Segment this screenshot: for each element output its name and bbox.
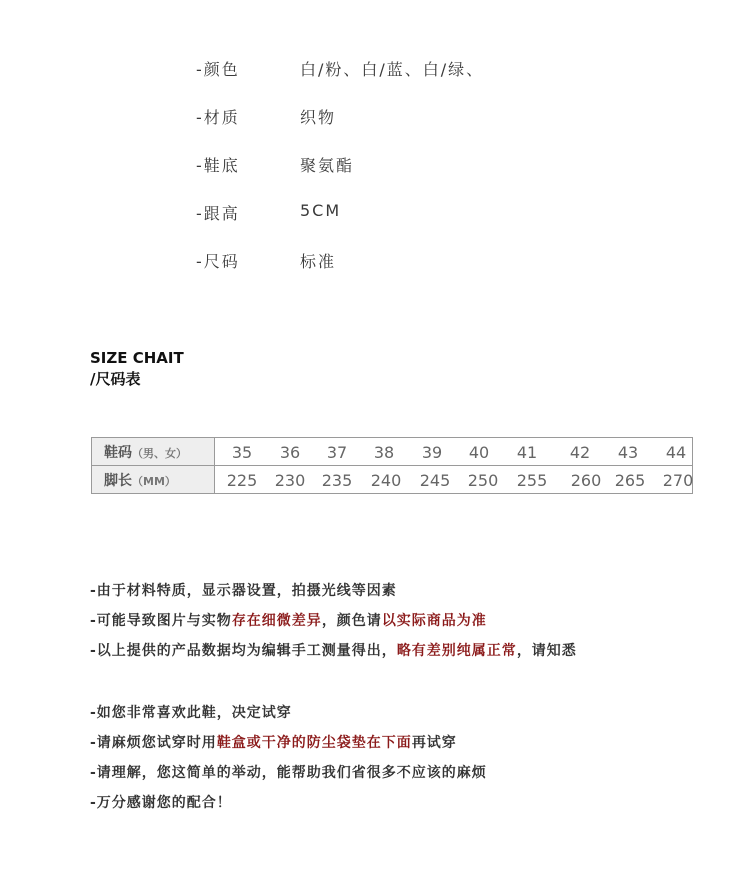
spec-key: -材质: [196, 108, 240, 127]
table-row: [92, 438, 693, 466]
table-cell: 42: [569, 443, 591, 462]
note-line: [90, 640, 577, 660]
table-cell: 38: [373, 443, 395, 462]
note-highlight: 略有差别纯属正常: [396, 643, 517, 659]
spec-value: 5CM: [300, 201, 342, 220]
note-text: 再试穿: [411, 735, 457, 751]
table-cell: 225: [226, 471, 258, 490]
spec-value: 标准: [300, 252, 337, 271]
note-line: [90, 792, 232, 812]
row-label-note: （MM）: [132, 474, 176, 488]
table-cell: 36: [279, 443, 301, 462]
note-text: -万分感谢您的配合！: [90, 795, 232, 811]
table-cell: 245: [419, 471, 451, 490]
note-line: [90, 762, 487, 782]
row-label-note: （男、女）: [132, 446, 187, 460]
row-label: 鞋码: [104, 444, 132, 461]
table-cell: 41: [516, 443, 538, 462]
note-line: [90, 580, 397, 600]
row-values: [215, 466, 693, 494]
note-text: -如您非常喜欢此鞋，决定试穿: [90, 705, 292, 721]
note-text: -以上提供的产品数据均为编辑手工测量得出，: [90, 643, 397, 659]
note-line: [90, 610, 487, 630]
size-table: [91, 437, 693, 494]
size-chart-title: SIZE CHAIT: [90, 349, 184, 367]
table-cell: 230: [274, 471, 306, 490]
note-text: -由于材料特质，显示器设置，拍摄光线等因素: [90, 583, 397, 599]
row-header: [92, 466, 215, 494]
spec-key: -鞋底: [196, 156, 240, 175]
note-highlight: 存在细微差异: [231, 613, 322, 629]
table-cell: 37: [326, 443, 348, 462]
spec-key: -尺码: [196, 252, 240, 271]
table-cell: 255: [516, 471, 548, 490]
size-chart-subtitle: /尺码表: [90, 370, 141, 388]
table-cell: 39: [421, 443, 443, 462]
row-values: [215, 438, 693, 466]
table-row: [92, 466, 693, 494]
table-cell: 35: [231, 443, 253, 462]
spec-value: 白/粉、白/蓝、白/绿、: [300, 60, 485, 79]
table-cell: 235: [321, 471, 353, 490]
spec-key: -跟高: [196, 204, 240, 223]
spec-value: 织物: [300, 108, 337, 127]
note-text: -请理解，您这简单的举动，能帮助我们省很多不应该的麻烦: [90, 765, 487, 781]
spec-key: -颜色: [196, 60, 240, 79]
note-highlight: 以实际商品为准: [381, 613, 487, 629]
table-cell: 250: [467, 471, 499, 490]
table-cell: 265: [614, 471, 646, 490]
note-text: ，颜色请: [321, 613, 382, 629]
table-cell: 270: [662, 471, 694, 490]
note-highlight: 鞋盒或干净的防尘袋垫在下面: [216, 735, 412, 751]
table-cell: 240: [370, 471, 402, 490]
spec-value: 聚氨酯: [300, 156, 355, 175]
note-line: [90, 732, 457, 752]
note-line: [90, 702, 292, 722]
table-cell: 40: [468, 443, 490, 462]
note-text: -可能导致图片与实物: [90, 613, 232, 629]
table-cell: 44: [665, 443, 687, 462]
note-text: -请麻烦您试穿时用: [90, 735, 217, 751]
table-cell: 260: [570, 471, 602, 490]
table-cell: 43: [617, 443, 639, 462]
row-label: 脚长: [104, 472, 132, 489]
row-header: [92, 438, 215, 466]
note-text: ，请知悉: [516, 643, 577, 659]
